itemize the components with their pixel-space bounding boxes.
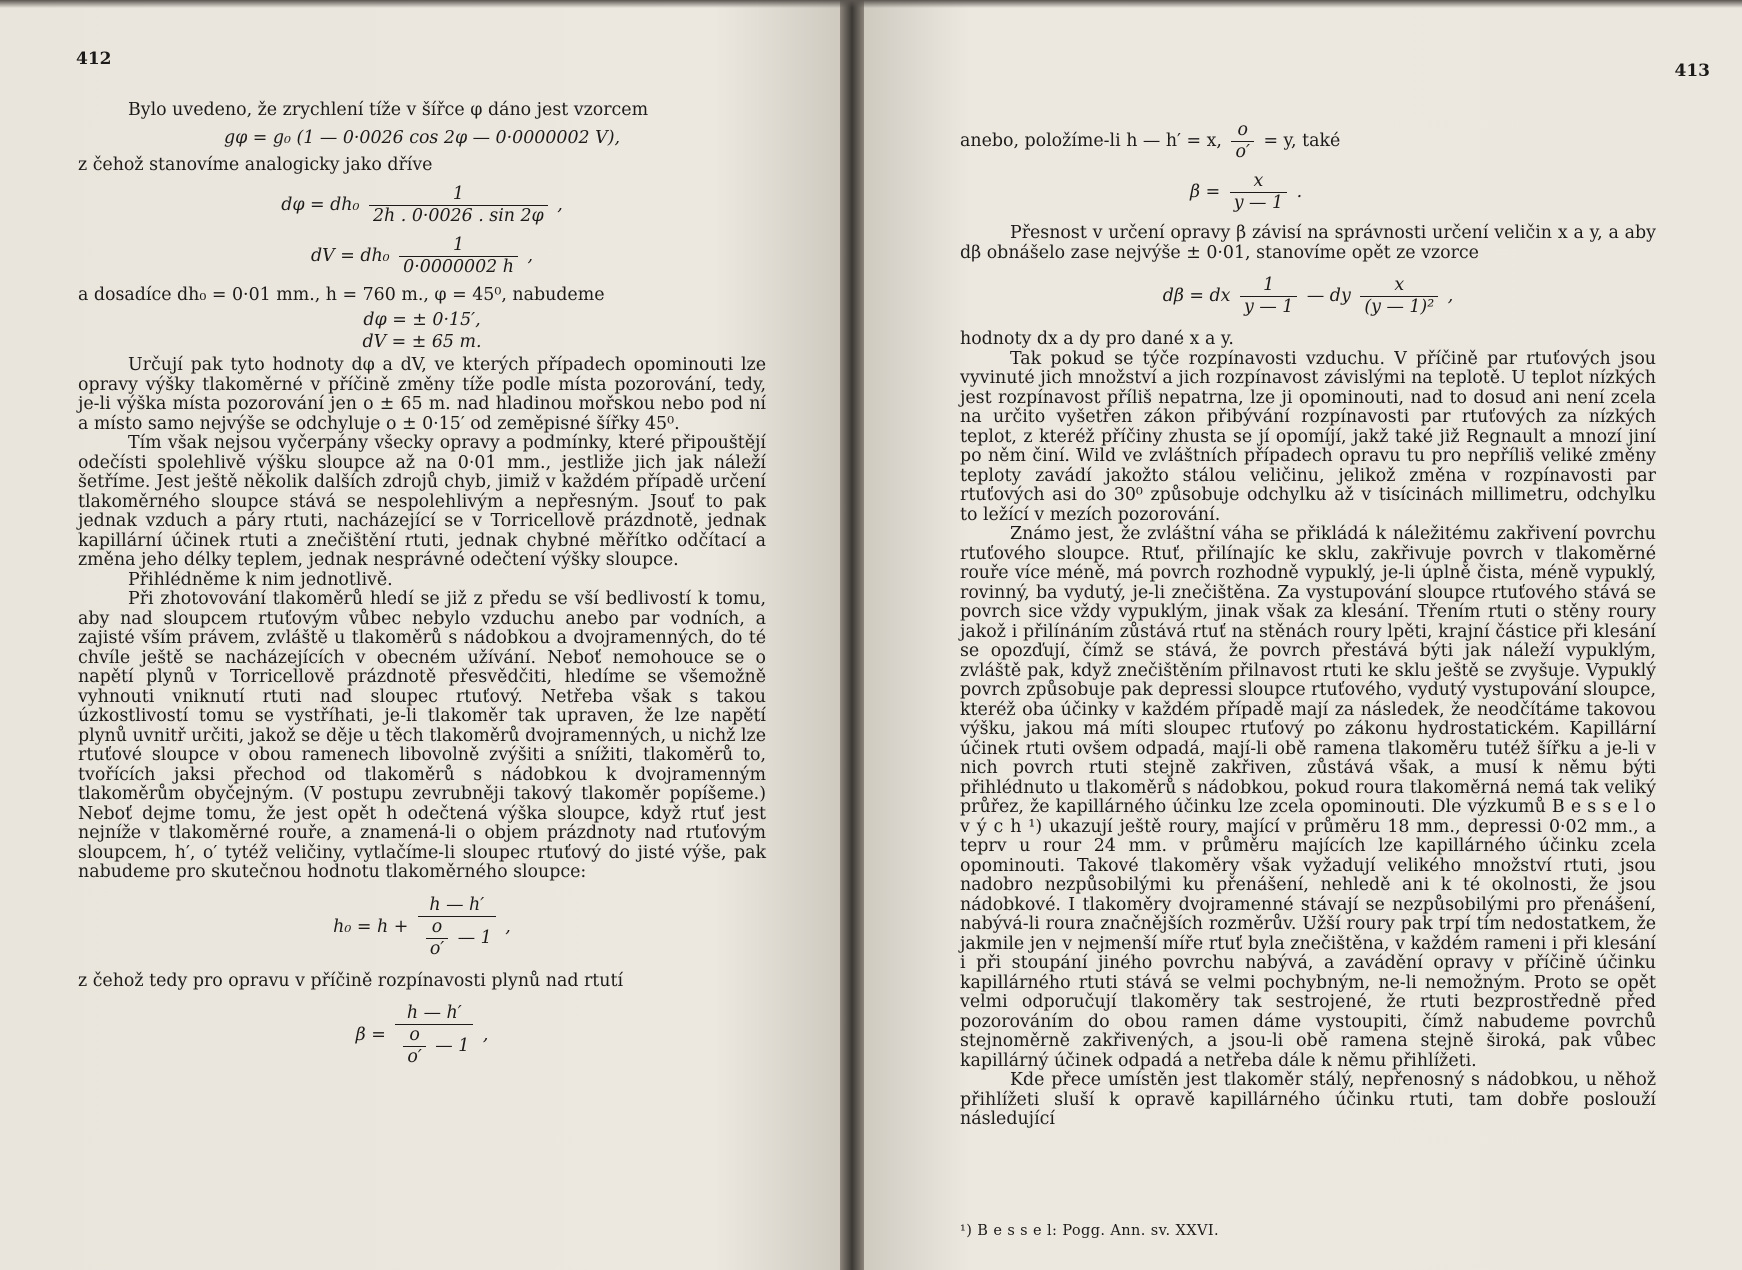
paragraph: z čehož tedy pro opravu v příčině rozpínavosti plynů nad rtutí [78, 970, 624, 991]
numerator: o [403, 1025, 425, 1047]
paragraph [960, 120, 1656, 163]
formula-lhs: h₀ = h + [333, 916, 409, 937]
paragraph: Známo jest, že zvláštní váha se přikládá k náležitému zakřivení povrchu rtuťového sloupce. Rtuť, přilínajíc ke sklu, zakřivuje povrch v tlakoměrné rouře více méně, má povrch rozhodně vypuklý, je-li úplně čista, méně vypuklý, rovinný, ba vydutý, je-li znečištěna. Za vystupování sloupce rtuťového stává se povrch sice vždy vypuklým, jinak však za klesání. Třením rtuti o stěny roury jakož i přilínáním zůstává rtuť na stěnách roury lpěti, krajní částice při klesání se opozďují, čímž se stává, že povrch přestává býti jak náleží vypuklým, zvláště pak, když znečištěním přilnavost rtuti ke sklu ještě se zvyšuje. Vypuklý povrch způsobuje pak depressi sloupce rtuťového, vydutý vystupování sloupce, kteréž oba účinky v každém případě mají za následek, že neodčítáme takovou výšku, jakou má míti sloupec rtuťový po zákonu hydrostatickém. Kapillární účinek rtuti ovšem odpadá, mají-li obě ramena tlakoměru tutéž šířku a je-li v nich povrch rtuti stejně zakřiven, zůstává však, a musí k němu býti přihlédnuto u tlakoměrů s nádobkou, pokud roura tlakoměrná nemá tak veliký průřez, že kapillárného účinku lze zcela opominouti. Dle výzkumů B e s s e l o v ý c h ¹) ukazují ještě roury, mající v průměru 18 mm., depressi 0·02 mm., a teprv u rour 24 mm. v průměru majících lze kapillárného účinku zcela opominouti. Takové tlakoměry však vyžadují velikého množství rtuti, jsou nadobro nezpůsobilými ku přenášení, nehledě ani k té okolnosti, že jsou nádobkové. I tlakoměry dvojramenné stávají se nezpůsobilými pro přenášení, nabývá-li roura značnějších rozměrův. Užší roury pak trpí tím nedostatkem, že jakmile jen v nejmenší míře rtuť byla znečištěna, v každém rameni i při klesání i při stoupání jiného povrchu nabývá, a zavádění opravy v příčině účinku kapillárného rtuti stává se velmi pochybným, ne-li nemožným. Proto se opět velmi odporučují tlakoměry tak sestrojené, že rtuti bezprostředně před pozorováním do obou ramen dáme vystoupiti, čímž nabudeme povrchů stejnoměrně zakřivených, a jsou-li obě ramena stejně široká, pak vůbec kapillárný účinek odpadá a netřeba dále k němu přihlížeti. [960, 524, 1656, 1071]
right-page-body [960, 120, 1656, 1130]
paragraph: Kde přece umístěn jest tlakoměr stálý, nepřenosný s nádobkou, u něhož přihlížeti sluší k opravě kapillárného účinku rtuti, tam dobře poslouží následující [960, 1070, 1656, 1129]
inner-fraction [426, 917, 448, 960]
formula-end: , [1447, 286, 1454, 306]
formula-beta [78, 1003, 766, 1068]
footnote: ¹) B e s s e l: Pogg. Ann. sv. XXVI. [960, 1223, 1219, 1239]
numerator: 1 [1240, 275, 1297, 297]
paragraph: hodnoty dx a dy pro dané x a y. [960, 329, 1234, 349]
paragraph: Bylo uvedeno, že zrychlení tíže v šířce φ dáno jest vzorcem [128, 100, 649, 120]
formula-lhs: β = [1190, 182, 1221, 202]
paragraph: Při zhotovování tlakoměrů hledí se již z předu se vší bedlivostí k tomu, aby nad sloupcem rtuťovým vůbec nebylo vzduchu anebo par vodních, a zajisté vším právem, zvláště u tlakoměrů s nádobkou a dvojramenných, do té chvíle ještě se nacházejících v obecném užívání. Neboť nemohouce se o napětí plynů v Torricellově prázdnotě přesvědčiti, hledíme se všemožně vyhnouti vniknutí rtuti nad sloupec rtuťový. Netřeba však s takou úzkostlivostí tomu se vystříhati, je-li tlakoměr tak upraven, že lze napětí plynů uvnitř určiti, jakož se děje u těch tlakoměrů dvojramenných, u nichž lze rtuťové sloupce v obou ramenech libovolně zvýšiti a snížiti, tlakoměrů to, tvořících jaksi přechod od tlakoměrů s nádobkou k dvojramenným tlakoměrům obyčejným. (V postupu zevrubněji takový tlakoměr popíšeme.) Neboť dejme tomu, že jest opět h odečtená výška sloupce, když rtuť jest nejníže v tlakoměrné rouře, a znamená-li o objem prázdnoty nad rtuťovým sloupcem, h′, o′ tytéž veličiny, vytlačíme-li sloupec rtuťový do jisté výše, pak nabudeme pro skutečnou hodnotu tlakoměrného sloupce: [78, 589, 766, 882]
denominator-tail: — 1 [435, 1036, 470, 1056]
left-page-body [78, 101, 766, 1080]
paragraph: Přesnost v určení opravy β závisí na správnosti určení veličin x a y, a aby dβ obnášelo zase nejvýše ± 0·01, stanovíme opět ze vzorce [960, 223, 1656, 263]
denominator [395, 1025, 473, 1068]
formula-mid: — dy [1306, 286, 1351, 306]
denominator: y — 1 [1233, 193, 1284, 213]
fraction [1240, 275, 1297, 318]
formula-end: , [505, 916, 511, 937]
formula-end: , [557, 194, 563, 215]
paragraph: a dosadíce dh₀ = 0·01 mm., h = 760 m., φ = 45⁰, nabudeme [78, 284, 605, 305]
formula-lhs: dφ = dh₀ [281, 194, 360, 215]
paragraph: Tím však nejsou vyčerpány všecky opravy a podmínky, které připouštějí odečísti spolehlivě výšku sloupce až na 0·01 mm., jestliže jich jak náleží šetříme. Jest ještě několik dalších zdrojů chyb, jimiž v každém případě určení tlakoměrného sloupce stává se nespolehlivým a nepřesným. Jsouť to pak jednak vzduch a páry rtuti, nacházející se v Torricellově prázdnotě, jednak kapillární účinek rtuti a znečištění rtuti, jednak chybné měřítko odčítací a změna jeho délky teplem, jednak nesprávné odečtení výšky sloupce. [78, 433, 766, 570]
fraction [1230, 171, 1287, 214]
fraction [395, 1003, 473, 1068]
formula-dphi [78, 184, 766, 227]
formula-end: , [527, 245, 533, 266]
numerator: h — h′ [395, 1003, 473, 1025]
book-gutter [840, 0, 864, 1270]
denominator: y — 1 [1244, 297, 1294, 317]
formula-dbeta [960, 275, 1656, 318]
text-run: = y, také [1263, 131, 1341, 151]
formula-lhs: dV = dh₀ [311, 245, 390, 266]
formula-beta-xy [960, 171, 1656, 214]
top-shadow [0, 0, 1742, 8]
formula-end: , [482, 1025, 489, 1045]
fraction [1231, 120, 1253, 163]
formula-gravity: gφ = g₀ (1 — 0·0026 cos 2φ — 0·0000002 V), [223, 127, 621, 148]
paragraph: Přihlédněme k nim jednotlivě. [128, 569, 393, 590]
left-page [0, 0, 840, 1270]
paragraph: Tak pokud se týče rozpínavosti vzduchu. V příčině par rtuťových jsou vyvinuté jich množství a jich rozpínavost závislými na teplotě. U teplot nízkých jest rozpínavost příliš nepatrna, lze ji opominouti, nad to dosud ani není zcela na určito vyšetřen zákon přibývání rozpínavosti par rtuťových za nízkých teplot, z kteréž příčiny zhusta se jí opomíjí, jakž také již Regnault a mnozí jiní po něm činí. Wild ve zvláštních případech opravu tu pro nepříliš veliké změny teploty zavádí jakožto stálou veličinu, jelikož změna v rozpínavosti par rtuťových asi do 30⁰ způsobuje odchylku až v tisícinách millimetru, odchylku to ležící v mezích pozorování. [960, 348, 1656, 525]
denominator: o′ [429, 938, 445, 959]
right-page [864, 0, 1742, 1270]
denominator [418, 917, 496, 960]
page-number-right: 413 [1674, 61, 1710, 81]
formula-lhs: β = [355, 1025, 386, 1045]
fraction [1360, 275, 1438, 318]
numerator: h — h′ [418, 895, 496, 917]
denominator-tail: — 1 [457, 927, 492, 948]
denominator: 2h . 0·0026 . sin 2φ [372, 205, 544, 226]
denominator: 0·0000002 h [403, 256, 514, 277]
text-run: anebo, položíme-li h — h′ = x, [960, 131, 1222, 151]
denominator: (y — 1)² [1364, 297, 1435, 317]
denominator: o′ [407, 1047, 422, 1067]
numerator: 1 [399, 235, 518, 257]
page-number-left: 412 [76, 49, 112, 69]
numerator: x [1230, 171, 1287, 193]
formula-dv-value: dV = ± 65 m. [362, 331, 482, 352]
fraction [399, 235, 518, 278]
numerator: x [1360, 275, 1438, 297]
fraction [418, 895, 496, 960]
fraction [369, 184, 548, 227]
formula-dphi-value: dφ = ± 0·15′, [363, 310, 481, 330]
numerator: o [426, 917, 448, 939]
formula-h0 [78, 895, 766, 960]
formula-lhs: dβ = dx [1162, 286, 1231, 306]
paragraph: Určují pak tyto hodnoty dφ a dV, ve kterých případech opominouti lze opravy výšky tlakoměrné v příčině změny tíže podle místa pozorování, tedy, je-li výška místa pozorování jen o ± 65 m. nad hladinou mořskou nebo pod ní a místo samo nejvýše se odchyluje o ± 0·15′ od zeměpisné šířky 45⁰. [78, 355, 766, 434]
paragraph: z čehož stanovíme analogicky jako dříve [78, 155, 433, 175]
formula-end: . [1296, 182, 1303, 202]
inner-fraction [403, 1025, 425, 1068]
numerator: o [1231, 120, 1253, 142]
formula-dv [78, 235, 766, 278]
numerator: 1 [369, 184, 548, 206]
denominator: o′ [1235, 142, 1250, 162]
